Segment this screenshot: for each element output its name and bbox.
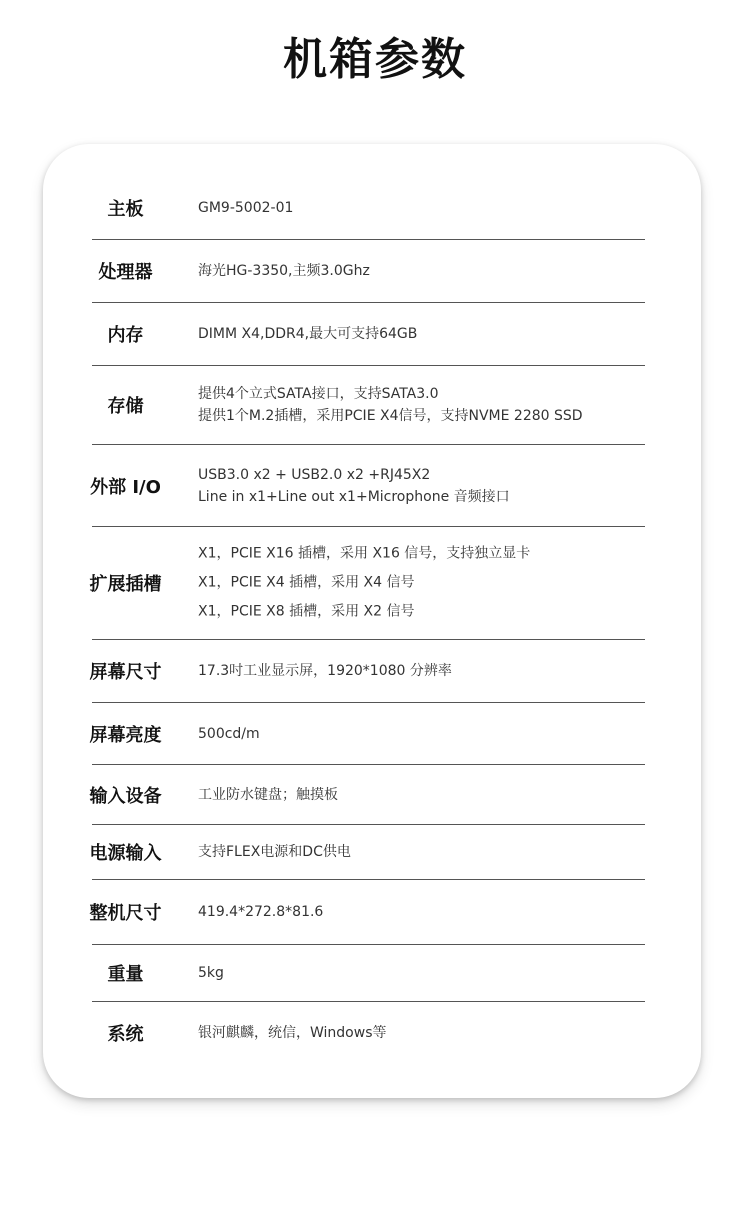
spec-label: 整机尺寸: [89, 903, 162, 924]
spec-value: Line in x1+Line out x1+Microphone 音频接口: [198, 489, 510, 505]
spec-value: X1，PCIE X16 插槽，采用 X16 信号，支持独立显卡: [198, 545, 531, 562]
spec-value: 500cd/m: [198, 726, 260, 742]
spec-value: USB3.0 x2 + USB2.0 x2 +RJ45X2: [198, 467, 431, 483]
spec-label: 电源输入: [89, 843, 162, 864]
spec-row-os: [43, 1002, 701, 1064]
spec-values: [198, 901, 691, 923]
spec-label: 存储: [107, 396, 144, 417]
spec-values: [198, 464, 691, 508]
spec-label: 系统: [107, 1024, 144, 1045]
spec-label: 主板: [107, 199, 144, 220]
spec-row-input-devices: [43, 765, 701, 825]
spec-value: X1，PCIE X4 插槽，采用 X4 信号: [198, 574, 415, 591]
spec-value: 5kg: [198, 965, 224, 981]
spec-value: 提供1个M.2插槽，采用PCIE X4信号，支持NVME 2280 SSD: [198, 408, 583, 424]
spec-values: [198, 841, 691, 863]
spec-value: 银河麒麟，统信，Windows等: [198, 1025, 387, 1041]
spec-values: [198, 962, 691, 984]
spec-values: [198, 540, 691, 627]
spec-row-screen-size: [43, 640, 701, 702]
spec-label: 扩展插槽: [89, 574, 162, 595]
page-title: 机箱参数: [283, 34, 467, 85]
spec-row-dimensions: [43, 880, 701, 944]
spec-label: 重量: [107, 964, 144, 985]
spec-value: 提供4个立式SATA接口，支持SATA3.0: [198, 386, 439, 402]
spec-label: 内存: [107, 325, 144, 346]
spec-row-expansion-slots: [43, 527, 701, 639]
spec-row-memory: [43, 303, 701, 365]
spec-values: [198, 660, 691, 682]
spec-value: 支持FLEX电源和DC供电: [198, 844, 351, 860]
spec-value: X1，PCIE X8 插槽，采用 X2 信号: [198, 603, 415, 620]
spec-values: [198, 723, 691, 745]
spec-value: DIMM X4,DDR4,最大可支持64GB: [198, 326, 418, 342]
spec-values: [198, 323, 691, 345]
spec-label: 处理器: [98, 262, 153, 283]
spec-card: [43, 144, 701, 1098]
spec-values: [198, 784, 691, 806]
spec-value: GM9-5002-01: [198, 200, 294, 216]
spec-value: 17.3吋工业显示屏，1920*1080 分辨率: [198, 663, 452, 679]
spec-value: 工业防水键盘；触摸板: [198, 787, 338, 803]
spec-label: 外部 I/O: [90, 477, 161, 498]
spec-label: 屏幕亮度: [89, 725, 162, 746]
spec-row-weight: [43, 945, 701, 1001]
spec-row-screen-brightness: [43, 703, 701, 765]
spec-row-external-io: [43, 445, 701, 527]
spec-values: [198, 1022, 691, 1044]
spec-value: 419.4*272.8*81.6: [198, 904, 324, 920]
spec-row-power-input: [43, 825, 701, 879]
spec-row-storage: [43, 366, 701, 444]
spec-label: 屏幕尺寸: [89, 662, 162, 683]
spec-row-mainboard: [43, 176, 701, 240]
spec-value: 海光HG-3350,主频3.0Ghz: [198, 263, 370, 279]
spec-values: [198, 197, 691, 219]
spec-row-cpu: [43, 240, 701, 302]
spec-values: [198, 383, 691, 427]
spec-label: 输入设备: [89, 786, 162, 807]
spec-values: [198, 260, 691, 282]
